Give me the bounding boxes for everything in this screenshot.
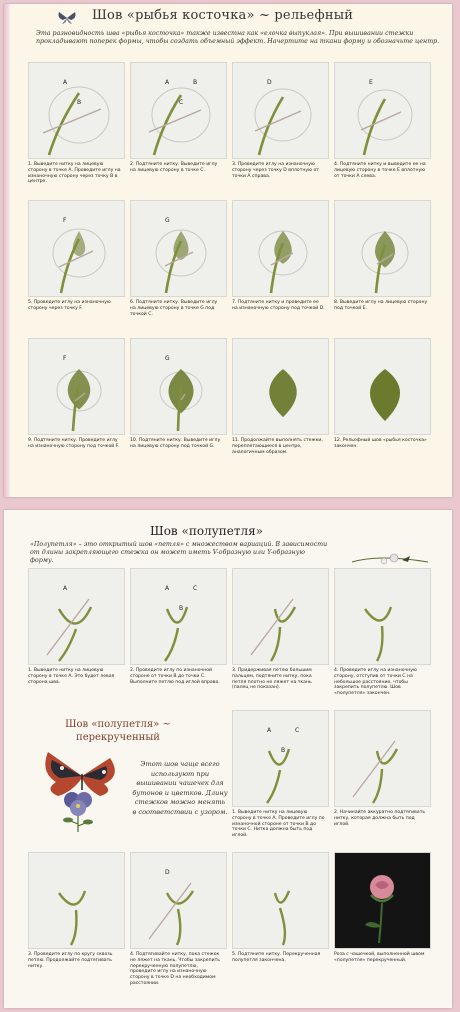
point-label: E — [369, 79, 373, 86]
point-label: C — [179, 99, 184, 106]
point-label: B — [193, 79, 198, 86]
step-photo — [28, 852, 125, 949]
step-photo — [232, 568, 329, 665]
step-card — [130, 338, 225, 450]
step-caption: 8. Выведите иглу на лицевую сторону под точкой Е. — [334, 300, 428, 311]
step-photo — [130, 200, 227, 297]
step-photo — [334, 852, 431, 949]
aside-note: Этот шов чаще всего используют при вышивании чашечек для бутонов и цветков. Длину стежков можно менять в соответствии с узором. — [132, 760, 228, 816]
intro-text: Эта разновидность шва «рыбья косточка» также известна как «елочка выпуклая». При вышивании стежки прокладывают поперек формы, чтобы создать объемный эффект. Начертите на ткани форму и обозначьте центр. — [36, 30, 440, 45]
step-photo — [28, 338, 125, 435]
point-label: A — [63, 585, 68, 592]
step-caption: 2. Подтяните нитку. Выведите иглу на лицевую сторону в точке С. — [130, 162, 218, 173]
point-label: B — [77, 99, 82, 106]
point-label: B — [179, 605, 184, 612]
step-caption: 1. Выведите нитку на лицевую сторону в точке А. Проведите иглу на изнаночную сторону через точку В в центре. — [28, 162, 121, 185]
step-caption: 11. Продолжайте выполнять стежки, переплетающиеся в центре, аналогичным образом. — [232, 438, 323, 455]
step-photo — [130, 852, 227, 949]
step-card — [334, 568, 429, 697]
step-card — [28, 568, 123, 685]
step-card — [334, 710, 429, 827]
point-label: A — [267, 727, 272, 734]
point-label: D — [165, 869, 170, 876]
step-card — [28, 338, 123, 450]
step-card — [130, 200, 225, 317]
step-caption: 4. Проведите иглу на изнаночную сторону, отступив от точки С на небольшое расстояние, чтобы закрепить полупетлю. Шов «полупетля» закончен. — [334, 668, 417, 697]
point-label: A — [165, 79, 170, 86]
point-label: G — [165, 217, 170, 224]
point-label: A — [165, 585, 170, 592]
step-caption: 3. Проведите иглу по кругу сквозь петлю. Продолжайте подтягивать нитку. — [28, 952, 113, 969]
step-card — [130, 568, 225, 685]
step-card — [232, 200, 327, 312]
step-photo — [334, 338, 431, 435]
step-card — [232, 338, 327, 455]
point-label: C — [295, 727, 300, 734]
page-title: Шов «рыбья косточка» ~ рельефный — [92, 8, 354, 23]
point-label: C — [193, 585, 198, 592]
step-caption: 1. Выведите нитку на лицевую сторону в точке А. Проведите иглу по изнаночной стороне от точки В до точки С. Нитка должна быть под иглой. — [232, 810, 325, 839]
subtitle-line-2: перекрученный — [76, 732, 160, 743]
step-photo — [232, 710, 329, 807]
flower-decoration-icon — [350, 548, 430, 570]
subsection-title — [38, 718, 198, 744]
step-caption: 3. Придерживая петлю большим пальцем, подтяните нитку, пока петля плотно не ляжет на ткань (палец не показан). — [232, 668, 312, 691]
intro-text-2: «Полупетля» – это открытый шов «петля» с множеством вариаций. В зависимости от длины закрепляющего стежка он может иметь V-образную или Y-образную форму. — [30, 541, 328, 564]
subtitle-line-1: Шов «полупетля» ~ — [65, 719, 171, 730]
step-caption: 2. Начинайте аккуратно подтягивать нитку, которая должна быть под иглой. — [334, 810, 426, 827]
step-card — [232, 62, 327, 179]
step-photo — [28, 568, 125, 665]
step-caption: 5. Проведите иглу на изнаночную сторону через точку F. — [28, 300, 111, 311]
step-card — [334, 200, 429, 312]
butterfly-icon — [57, 10, 77, 26]
step-caption: 4. Подтяните нитку и выведите ее на лицевую сторону в точке Е вплотную от точки А слева. — [334, 162, 426, 179]
step-photo — [334, 200, 431, 297]
step-caption: 2. Проведите иглу по изнаночной стороне от точки В до точки С. Выполните петлю под иглой вправо. — [130, 668, 220, 685]
point-label: A — [63, 79, 68, 86]
point-label: D — [267, 79, 272, 86]
step-caption: 5. Подтяните нитку. Перекрученная полупетля закончена. — [232, 952, 321, 963]
step-photo — [232, 62, 329, 159]
section-title: Шов «полупетля» — [150, 524, 264, 538]
step-caption: Роза с чашечкой, выполненной швом «полупетля» перекрученный. — [334, 952, 425, 963]
step-card — [334, 62, 429, 179]
step-photo — [334, 62, 431, 159]
step-photo — [232, 200, 329, 297]
step-card — [334, 852, 429, 964]
step-photo — [28, 62, 125, 159]
step-photo — [232, 852, 329, 949]
step-caption: 9. Подтяните нитку. Проведите иглу на изнаночную сторону под точкой F. — [28, 438, 120, 449]
step-card — [130, 62, 225, 174]
page-edge — [4, 4, 10, 497]
point-label: F — [63, 355, 67, 362]
step-card — [232, 710, 327, 839]
step-card — [28, 200, 123, 312]
step-photo — [130, 62, 227, 159]
step-caption: 1. Выведите нитку на лицевую сторону в точке А. Это будет левая сторона шва. — [28, 668, 115, 685]
point-label: B — [281, 747, 286, 754]
step-caption: 4. Подтягивайте нитку, пока стежок не ляжет на ткань. Чтобы закрепить перекрученную полупетлю, проведите иглу на изнаночную сторону в точке D на необходимом расстоянии. — [130, 952, 220, 986]
step-caption: 6. Подтяните нитку. Выведите иглу на лицевую сторону в точке G под точкой С. — [130, 300, 218, 317]
step-caption: 12. Рельефный шов «рыбья косточка» закончен. — [334, 438, 427, 449]
point-label: G — [165, 355, 170, 362]
pansy-illustration — [58, 786, 98, 834]
step-photo — [130, 568, 227, 665]
step-photo — [334, 568, 431, 665]
step-photo — [130, 338, 227, 435]
step-caption: 3. Проведите иглу на изнаночную сторону через точку D вплотную от точки А справа. — [232, 162, 319, 179]
step-card — [232, 568, 327, 691]
step-caption: 7. Подтяните нитку и проведите ее на изнаночную сторону под точкой D. — [232, 300, 325, 311]
step-card — [28, 852, 123, 969]
step-caption: 10. Подтяните нитку. Выведите иглу на лицевую сторону под точкой G. — [130, 438, 221, 449]
step-card — [232, 852, 327, 964]
step-photo — [28, 200, 125, 297]
point-label: F — [63, 217, 67, 224]
step-card — [28, 62, 123, 185]
step-photo — [232, 338, 329, 435]
step-photo — [334, 710, 431, 807]
step-card — [334, 338, 429, 450]
step-card — [130, 852, 225, 987]
